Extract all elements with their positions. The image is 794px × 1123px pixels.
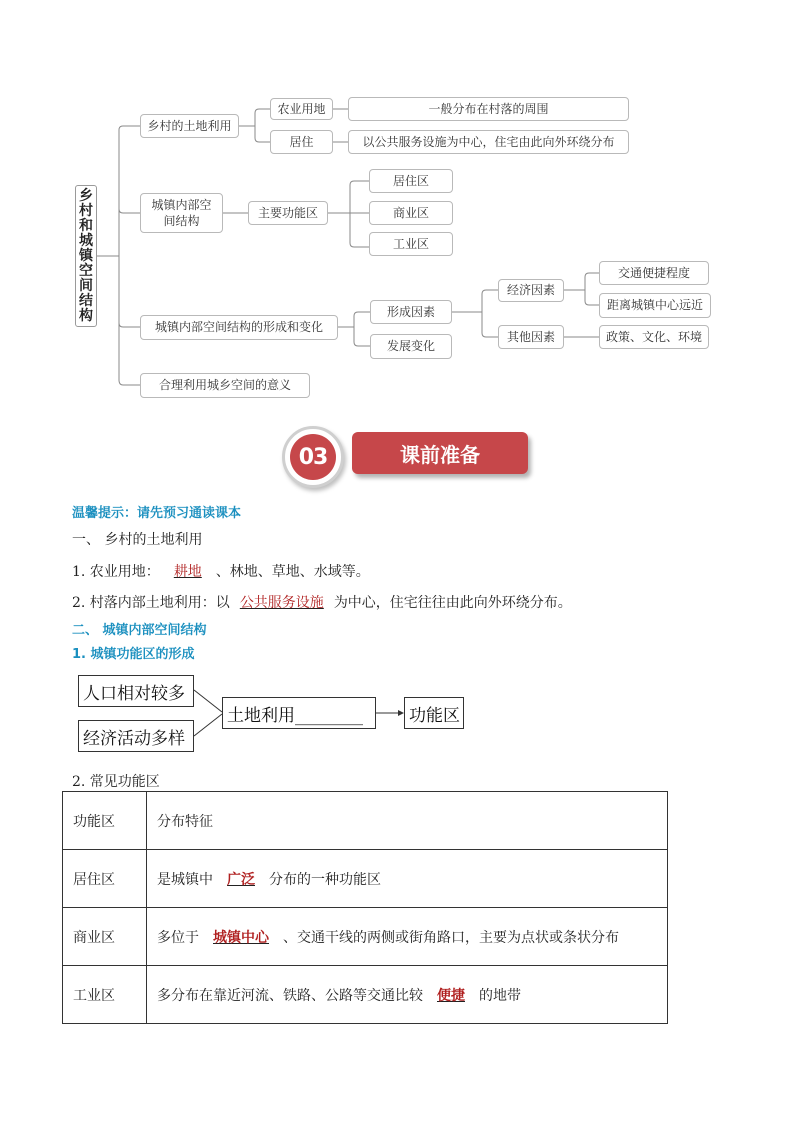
table-header-zone: 功能区	[63, 792, 147, 850]
node-transport: 交通便捷程度	[599, 261, 709, 285]
row1-suffix: 分布的一种功能区	[269, 871, 381, 888]
row3-suffix: 的地带	[479, 987, 521, 1004]
node-development-change: 发展变化	[370, 334, 452, 359]
node-living-desc: 以公共服务设施为中心，住宅由此向外环绕分布	[348, 130, 629, 154]
node-meaning: 合理利用城乡空间的意义	[140, 373, 310, 398]
node-living: 居住	[270, 130, 333, 154]
banner-title: 课前准备	[352, 432, 528, 474]
item2-prefix: 2. 村落内部土地利用：以	[72, 595, 230, 611]
function-zone-table	[62, 791, 668, 1024]
node-other-factors: 其他因素	[498, 325, 564, 349]
table-cell-feature	[147, 966, 668, 1024]
node-agri-desc: 一般分布在村落的周围	[348, 97, 629, 121]
mindmap-root: 乡村和城镇空间结构	[75, 185, 97, 327]
table-header-row	[63, 792, 668, 850]
flow-input-population: 人口相对较多	[78, 675, 194, 707]
section1-item2	[72, 592, 572, 612]
section1-item1	[72, 561, 370, 581]
item1-suffix: 、林地、草地、水域等。	[215, 564, 370, 580]
banner-number: 03	[298, 444, 328, 470]
row2-answer: 城镇中心	[213, 929, 269, 946]
row2-prefix: 多位于	[157, 929, 199, 946]
node-econ-factors: 经济因素	[498, 279, 564, 302]
node-distance-center: 距离城镇中心远近	[599, 293, 711, 318]
table-cell-feature	[147, 850, 668, 908]
row3-prefix: 多分布在靠近河流、铁路、公路等交通比较	[157, 987, 423, 1004]
section2-heading: 二、 城镇内部空间结构	[72, 623, 207, 638]
table-row	[63, 850, 668, 908]
table-cell-zone: 居住区	[63, 850, 147, 908]
table-header-feature: 分布特征	[147, 792, 668, 850]
row2-suffix: 、交通干线的两侧或街角路口，主要为点状或条状分布	[283, 929, 619, 946]
table-cell-feature	[147, 908, 668, 966]
node-zone-commercial: 商业区	[369, 201, 453, 225]
node-policy-culture: 政策、文化、环境	[599, 325, 709, 349]
node-formation-factors: 形成因素	[370, 300, 452, 324]
node-urban-structure: 城镇内部空间结构	[140, 193, 223, 233]
node-zone-residential: 居住区	[369, 169, 453, 193]
flow-input-economy: 经济活动多样	[78, 720, 194, 752]
node-formation-change: 城镇内部空间结构的形成和变化	[140, 315, 338, 340]
flow-output-zone: 功能区	[404, 697, 464, 729]
item2-answer: 公共服务设施	[239, 595, 324, 611]
node-agri-land: 农业用地	[270, 98, 333, 120]
item1-prefix: 1. 农业用地：	[72, 564, 160, 580]
section2-sub1: 1. 城镇功能区的形成	[72, 647, 195, 662]
node-rural-land-use: 乡村的土地利用	[140, 114, 239, 138]
table-cell-zone: 商业区	[63, 908, 147, 966]
tip-text: 温馨提示：请先预习通读课本	[72, 506, 242, 521]
row1-answer: 广泛	[227, 871, 255, 888]
table-row	[63, 966, 668, 1024]
item1-answer: 耕地	[173, 564, 202, 580]
table-row	[63, 908, 668, 966]
item2-suffix: 为中心，住宅往往由此向外环绕分布。	[333, 595, 572, 611]
section2-sub2: 2. 常见功能区	[72, 774, 160, 790]
section1-heading: 一、 乡村的土地利用	[72, 532, 203, 548]
row1-prefix: 是城镇中	[157, 871, 213, 888]
row3-answer: 便捷	[437, 987, 465, 1004]
node-main-zones: 主要功能区	[248, 201, 328, 225]
node-zone-industrial: 工业区	[369, 232, 453, 256]
table-cell-zone: 工业区	[63, 966, 147, 1024]
flow-land-use: 土地利用________	[222, 697, 376, 729]
